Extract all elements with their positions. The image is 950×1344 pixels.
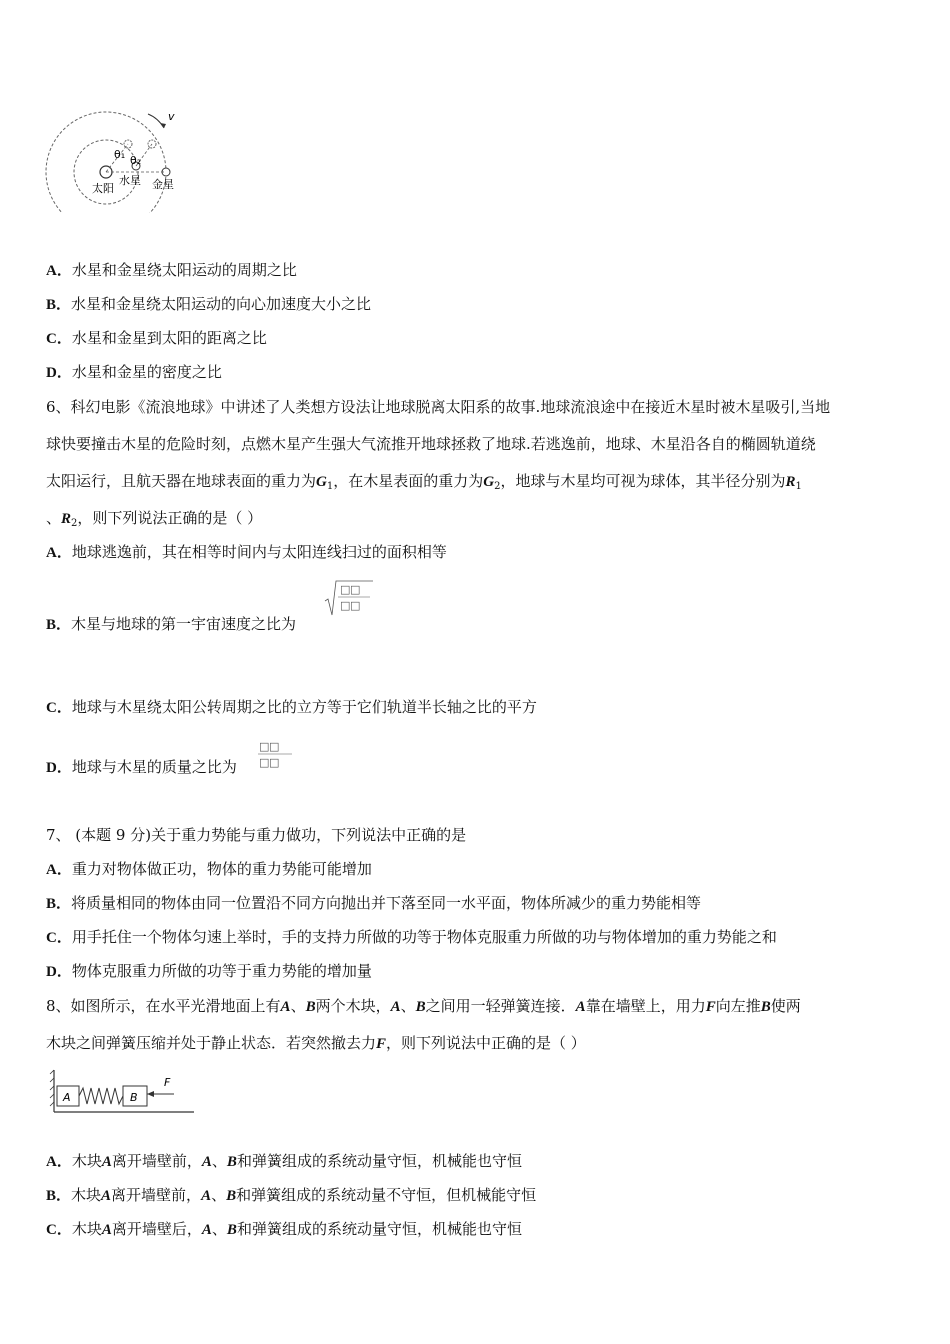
- block-b-label: B: [130, 1091, 138, 1104]
- q7-option-d: D．物体克服重力所做的功等于重力势能的增加量: [46, 962, 372, 980]
- q7-option-c: C．用手托住一个物体匀速上举时，手的支持力所做的功等于物体克服重力所做的功与物体增加的重力势能之和: [46, 928, 777, 946]
- svg-text:□: □: [259, 756, 270, 769]
- q6-stem-line-1: 6、科幻电影《流浪地球》中讲述了人类想方设法让地球脱离太阳系的故事.地球流浪途中在接近木星时被木星吸引,当地: [46, 398, 831, 416]
- svg-text:□: □: [340, 599, 351, 612]
- svg-text:□: □: [350, 583, 361, 596]
- q8-stem-line-2: 木块之间弹簧压缩并处于静止状态．若突然撤去力F，则下列说法中正确的是（ ）: [46, 1034, 586, 1052]
- q8-option-a: A．木块A离开墙壁前，A、B和弹簧组成的系统动量守恒，机械能也守恒: [46, 1152, 522, 1170]
- q6-formula-fraction: [258, 737, 298, 773]
- spring-figure: [48, 1068, 198, 1120]
- venus-orbit: [46, 112, 166, 213]
- q6-stem-line-4: 、$R_2$，则下列说法正确的是（ ）: [46, 509, 263, 529]
- q8-option-b: B．木块A离开墙壁前，A、B和弹簧组成的系统动量不守恒，但机械能守恒: [46, 1186, 537, 1204]
- q5-option-b: B．水星和金星绕太阳运动的向心加速度大小之比: [46, 295, 372, 313]
- force-label: F: [164, 1076, 171, 1089]
- mercury-label: 水星: [119, 174, 141, 187]
- velocity-arrow: [148, 114, 164, 128]
- q6-option-b: B．木星与地球的第一宇宙速度之比为: [46, 615, 297, 633]
- q5-option-c: C．水星和金星到太阳的距离之比: [46, 329, 267, 347]
- q7-option-a: A．重力对物体做正功，物体的重力势能可能增加: [46, 860, 372, 878]
- sun-label: 太阳: [92, 182, 114, 195]
- q6-stem-line-2: 球快要撞击木星的危险时刻，点燃木星产生强大气流推开地球拯救了地球.若逃逸前，地球、木星沿各自的椭圆轨道绕: [46, 435, 816, 453]
- venus-label: 金星: [152, 178, 174, 191]
- svg-text:□: □: [269, 756, 280, 769]
- svg-text:□: □: [269, 740, 280, 753]
- q5-option-d: D．水星和金星的密度之比: [46, 363, 222, 381]
- theta1-label: θ₁: [114, 148, 126, 161]
- q8-stem-line-1: 8、如图所示，在水平光滑地面上有A、B两个木块，A、B之间用一轻弹簧连接．A靠在墙壁上，用力F向左推B使两: [46, 997, 801, 1015]
- q7-option-b: B．将质量相同的物体由同一位置沿不同方向抛出并下落至同一水平面，物体所减少的重力势能相等: [46, 894, 702, 912]
- q8-option-c: C．木块A离开墙壁后，A、B和弹簧组成的系统动量守恒，机械能也守恒: [46, 1220, 522, 1238]
- theta2-label: θ₂: [130, 154, 142, 167]
- q6-stem-line-3: 太阳运行，且航天器在地球表面的重力为$G_1$，在木星表面的重力为$G_2$，地球与木星均可视为球体，其半径分别为$R_1$: [46, 472, 802, 492]
- svg-text:□: □: [350, 599, 361, 612]
- q6-option-a: A．地球逃逸前，其在相等时间内与太阳连线扫过的面积相等: [46, 543, 447, 561]
- q6-option-c: C．地球与木星绕太阳公转周期之比的立方等于它们轨道半长轴之比的平方: [46, 698, 537, 716]
- q6-option-d: D．地球与木星的质量之比为: [46, 758, 237, 776]
- orbit-figure: [44, 108, 184, 213]
- spring: [79, 1088, 123, 1104]
- q7-stem: 7、 (本题 9 分)关于重力势能与重力做功，下列说法中正确的是: [46, 826, 467, 844]
- q5-option-a: A．水星和金星绕太阳运动的周期之比: [46, 261, 297, 279]
- svg-text:□: □: [259, 740, 270, 753]
- svg-text:□: □: [340, 583, 351, 596]
- block-a-label: A: [63, 1091, 71, 1104]
- q6-formula-sqrt: [324, 579, 374, 619]
- velocity-label: v: [168, 110, 175, 123]
